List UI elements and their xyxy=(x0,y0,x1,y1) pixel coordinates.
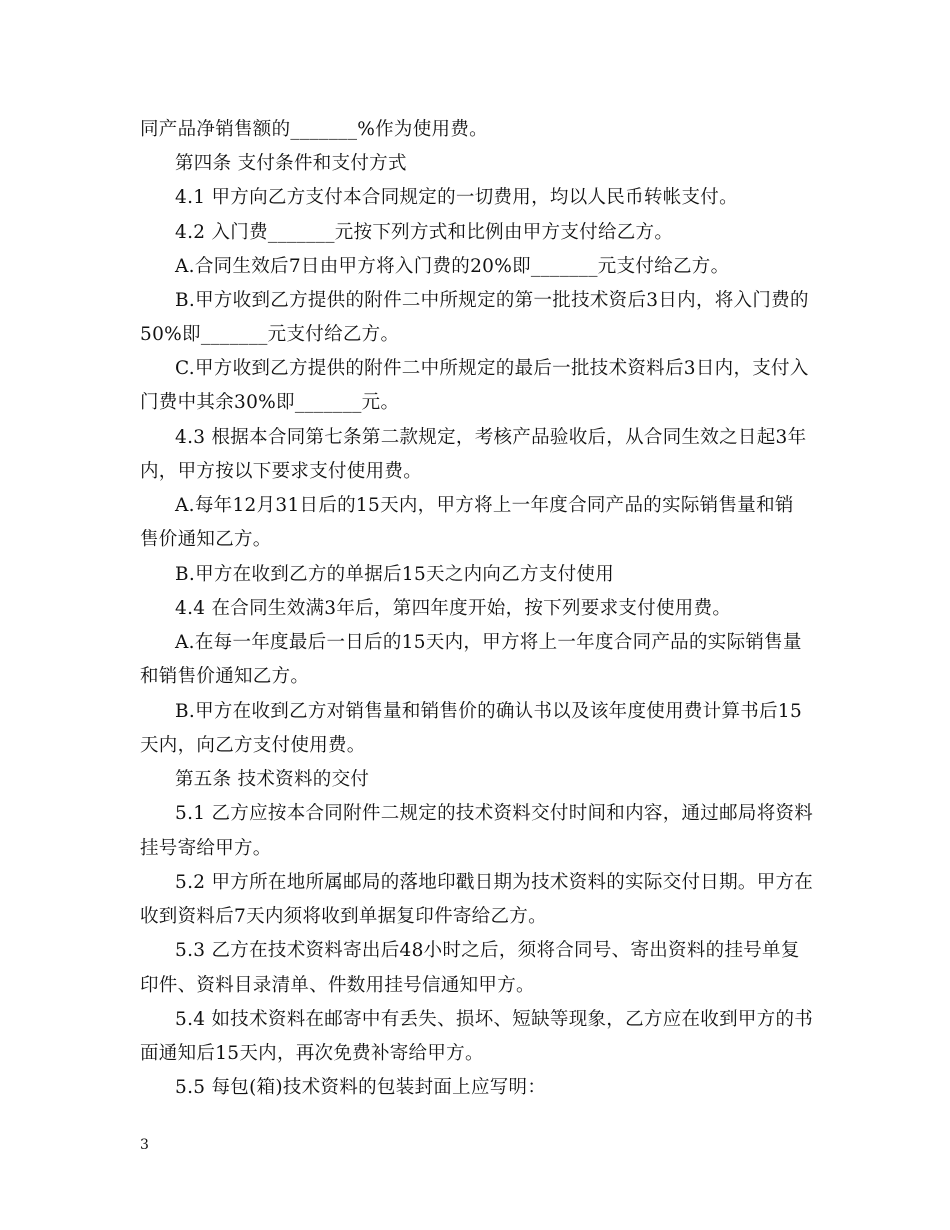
text-line: C.甲方收到乙方提供的附件二中所规定的最后一批技术资料后3日内，支付入 xyxy=(175,358,809,379)
text-line: 和销售价通知乙方。 xyxy=(140,666,310,687)
text-line: B.甲方收到乙方提供的附件二中所规定的第一批技术资后3日内，将入门费的 xyxy=(175,290,809,311)
text-line: 5.1 乙方应按本合同附件二规定的技术资料交付时间和内容，通过邮局将资料 xyxy=(175,803,814,824)
text-line: 50%即_______元支付给乙方。 xyxy=(140,324,400,345)
text-line: 4.3 根据本合同第七条第二款规定，考核产品验收后，从合同生效之日起3年 xyxy=(175,427,807,448)
text-line: 挂号寄给甲方。 xyxy=(140,838,272,859)
text-line: A.合同生效后7日由甲方将入门费的20%即_______元支付给乙方。 xyxy=(175,256,730,277)
section-heading: 第五条 技术资料的交付 xyxy=(175,769,370,790)
page-number: 3 xyxy=(140,1137,149,1153)
text-line: 4.2 入门费_______元按下列方式和比例由甲方支付给乙方。 xyxy=(175,222,674,243)
text-line: 面通知后15天内，再次免费补寄给甲方。 xyxy=(140,1043,484,1064)
text-line: 印件、资料目录清单、件数用挂号信通知甲方。 xyxy=(140,975,535,996)
text-line: 同产品净销售额的_______%作为使用费。 xyxy=(140,119,488,140)
text-line: 售价通知乙方。 xyxy=(140,529,272,550)
text-line: 4.4 在合同生效满3年后，第四年度开始，按下列要求支付使用费。 xyxy=(175,598,732,619)
text-line: 5.5 每包(箱)技术资料的包装封面上应写明： xyxy=(175,1077,547,1098)
text-line: 门费中其余30%即_______元。 xyxy=(140,392,400,413)
text-line: B.甲方在收到乙方的单据后15天之内向乙方支付使用 xyxy=(175,564,615,585)
text-line: 5.2 甲方所在地所属邮局的落地印戳日期为技术资料的实际交付日期。甲方在 xyxy=(175,872,814,893)
text-line: 4.1 甲方向乙方支付本合同规定的一切费用，均以人民币转帐支付。 xyxy=(175,187,738,208)
section-heading: 第四条 支付条件和支付方式 xyxy=(175,153,407,174)
text-line: A.在每一年度最后一日后的15天内，甲方将上一年度合同产品的实际销售量 xyxy=(175,632,802,653)
text-line: 收到资料后7天内须将收到单据复印件寄给乙方。 xyxy=(140,906,547,927)
text-line: 5.4 如技术资料在邮寄中有丢失、损坏、短缺等现象，乙方应在收到甲方的书 xyxy=(175,1009,814,1030)
text-line: 天内，向乙方支付使用费。 xyxy=(140,735,366,756)
text-line: 内，甲方按以下要求支付使用费。 xyxy=(140,461,423,482)
text-line: B.甲方在收到乙方对销售量和销售价的确认书以及该年度使用费计算书后15 xyxy=(175,701,803,722)
text-line: 5.3 乙方在技术资料寄出后48小时之后，须将合同号、寄出资料的挂号单复 xyxy=(175,940,800,961)
text-line: A.每年12月31日后的15天内，甲方将上一年度合同产品的实际销售量和销 xyxy=(175,495,794,516)
